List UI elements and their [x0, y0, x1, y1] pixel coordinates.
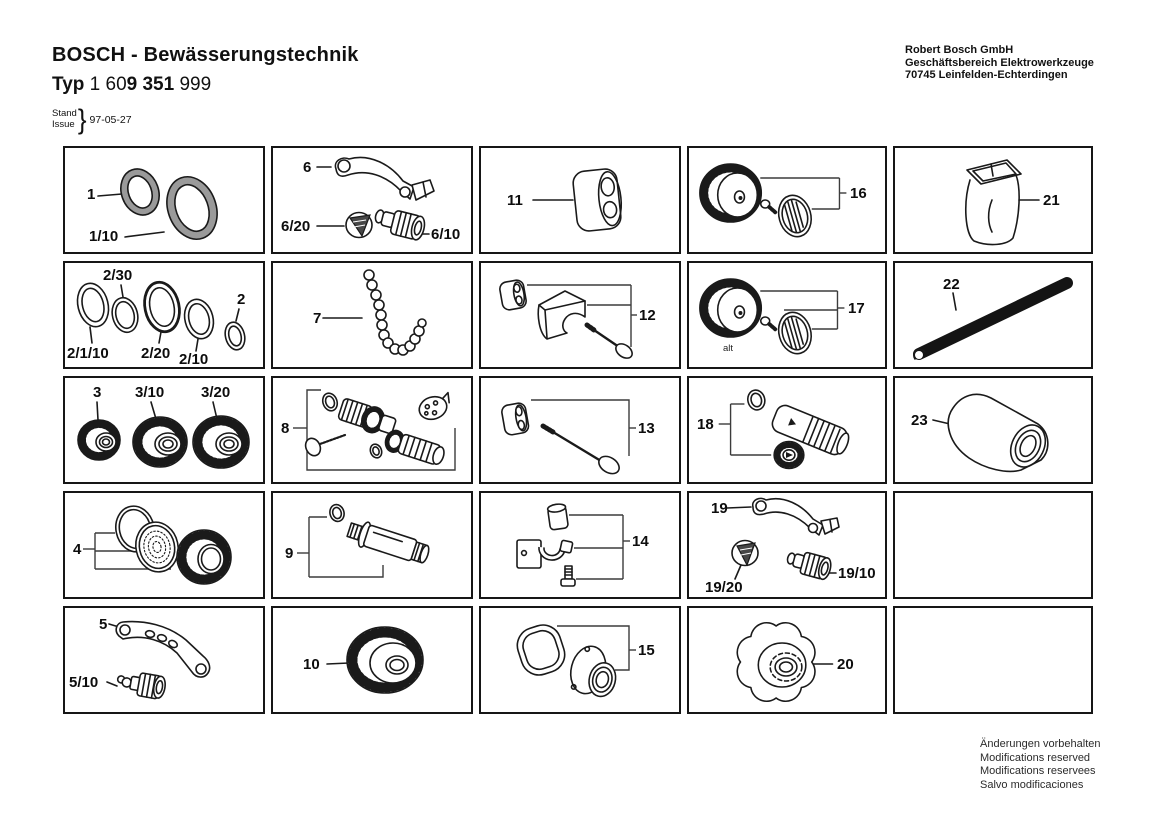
typ-number-a: 1 60: [84, 74, 127, 95]
part-label-11: 11: [507, 192, 523, 209]
parts-grid: [63, 146, 1093, 714]
valve-connector-drawing: [689, 378, 885, 482]
revision-note: [980, 738, 1100, 792]
parts-cell-21: [63, 606, 265, 714]
part-label-10: 10: [303, 656, 320, 673]
part-label-2: 2: [237, 291, 246, 308]
gasket-bushing-drawing: [481, 608, 679, 712]
issue-date: 97-05-27: [89, 113, 132, 126]
parts-cell-18: [479, 491, 681, 599]
parts-cell-22: [271, 606, 473, 714]
connector-assembly-drawing: [273, 378, 471, 482]
nozzle-cap-drawing: [895, 378, 1091, 482]
issue-date-block: [52, 104, 132, 135]
typ-number-c: 999: [174, 74, 212, 95]
parts-cell-12: [271, 376, 473, 484]
company-city: 70745 Leinfelden-Echterdingen: [905, 69, 1068, 81]
stand-label: Stand: [52, 108, 77, 119]
parts-cell-2: [271, 146, 473, 254]
issue-label: Issue: [52, 118, 75, 130]
part-label-15: 15: [638, 642, 655, 659]
tube-drawing: [895, 263, 1091, 367]
parts-cell-3: [479, 146, 681, 254]
parts-cell-1: [63, 146, 265, 254]
part-label-21: 21: [1043, 192, 1060, 209]
parts-cell-6: [63, 261, 265, 369]
part-label-5: 5: [99, 616, 108, 633]
part-label-13: 13: [638, 420, 655, 437]
spindle-drawing: [273, 493, 471, 597]
revision-line-es: Salvo modificaciones: [980, 778, 1084, 791]
part-label-2-1-10: 2/1/10: [67, 345, 109, 362]
revision-line-en: Modifications reserved: [980, 751, 1091, 764]
part-label-6: 6: [303, 159, 312, 176]
part-label-1: 1: [87, 186, 96, 203]
parts-cell-9: [687, 261, 887, 369]
parts-cell-15: [893, 376, 1093, 484]
part-label-9: 9: [285, 545, 294, 562]
part-label-18: 18: [697, 416, 714, 433]
typ-label: Typ: [52, 74, 85, 95]
part-label-alt: alt: [723, 343, 734, 354]
revision-line-de: Änderungen vorbehalten: [980, 738, 1101, 750]
parts-cell-24: [687, 606, 887, 714]
parts-cell-23: [479, 606, 681, 714]
part-label-8: 8: [281, 420, 290, 437]
lobed-cap-drawing: [689, 608, 885, 712]
parts-cell-7: [271, 261, 473, 369]
part-label-19-10: 19/10: [838, 565, 876, 582]
parts-cell-5: [893, 146, 1093, 254]
part-label-16: 16: [850, 185, 867, 202]
part-label-5-10: 5/10: [69, 674, 99, 691]
company-division: Geschäftsbereich Elektrowerkzeuge: [905, 56, 1094, 69]
part-label-3-10: 3/10: [135, 384, 165, 401]
part-label-2-30: 2/30: [103, 267, 133, 284]
parts-cell-25-empty: [893, 606, 1093, 714]
company-name: Robert Bosch GmbH: [905, 44, 1014, 56]
wall-bracket-drawing: [481, 493, 679, 597]
page-title: BOSCH - Bewässerungstechnik: [52, 44, 359, 66]
parts-cell-8: [479, 261, 681, 369]
parts-cell-13: [479, 376, 681, 484]
parts-cell-17: [271, 491, 473, 599]
parts-cell-11: [63, 376, 265, 484]
part-label-3-20: 3/20: [201, 384, 231, 401]
revision-line-fr: Modifications reservees: [980, 765, 1096, 777]
part-label-19-20: 19/20: [705, 579, 743, 596]
parts-cell-14: [687, 376, 887, 484]
part-label-4: 4: [73, 541, 82, 558]
part-label-23: 23: [911, 412, 928, 429]
filter-disc-set-drawing: [65, 493, 263, 597]
part-label-7: 7: [313, 310, 322, 327]
part-label-6-10: 6/10: [431, 226, 461, 243]
type-number: [52, 74, 211, 96]
bead-chain-drawing: [273, 263, 471, 367]
part-label-20: 20: [837, 656, 854, 673]
part-label-14: 14: [632, 533, 649, 550]
part-label-2-20: 2/20: [141, 345, 171, 362]
parts-cell-16: [63, 491, 265, 599]
part-label-17: 17: [848, 300, 865, 317]
filter-bag-drawing: [895, 148, 1091, 252]
parts-cell-19: [687, 491, 887, 599]
parts-cell-10: [893, 261, 1093, 369]
parts-cell-4: [687, 146, 887, 254]
part-label-2-10: 2/10: [179, 351, 209, 368]
part-label-19: 19: [711, 500, 728, 517]
part-label-3: 3: [93, 384, 102, 401]
brace-glyph: }: [77, 103, 87, 135]
part-label-12: 12: [639, 307, 656, 324]
part-label-1-10: 1/10: [89, 228, 119, 245]
lever-connector-drawing: [65, 608, 263, 712]
parts-cell-20-empty: [893, 491, 1093, 599]
company-address: [905, 44, 1094, 82]
part-label-6-20: 6/20: [281, 218, 311, 235]
typ-number-b: 9 351: [126, 74, 175, 95]
part-label-22: 22: [943, 276, 960, 293]
